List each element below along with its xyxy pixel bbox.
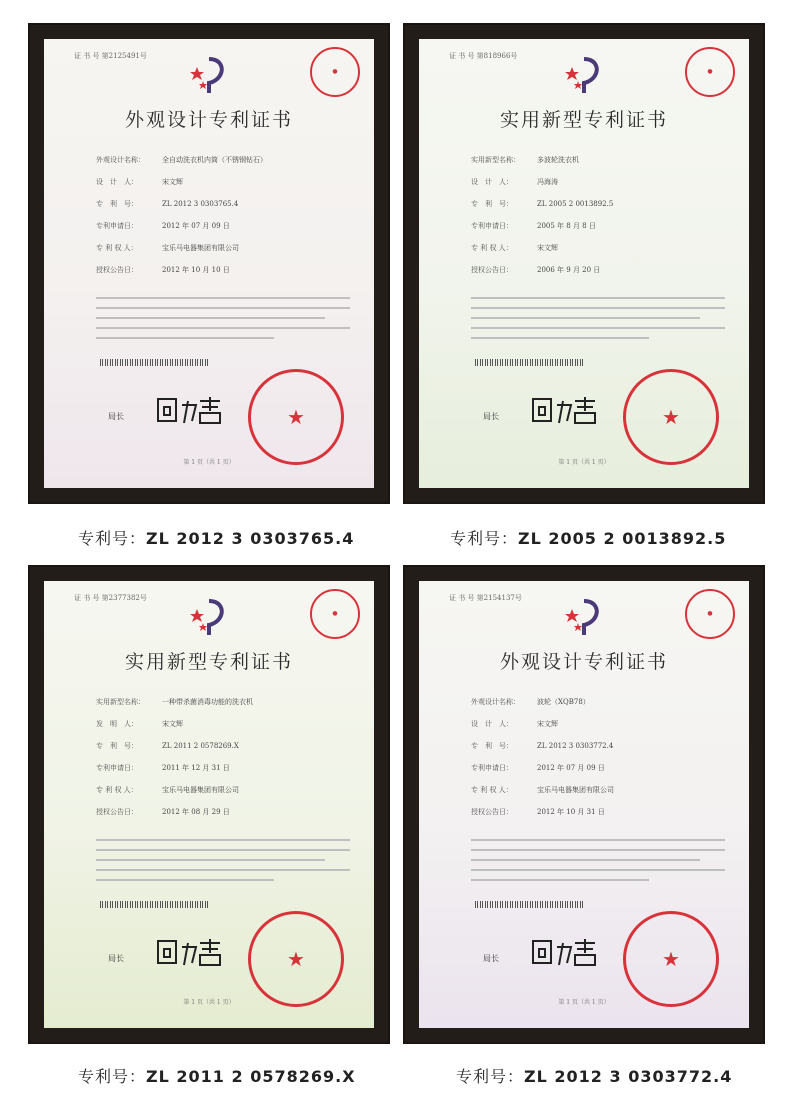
field-row: 专 利 号： ZL 2005 2 0013892.5	[471, 200, 614, 208]
director-label: 局长	[483, 954, 499, 963]
field-row: 实用新型名称： 一种带杀菌消毒功能的洗衣机	[96, 698, 253, 706]
certificate-title: 实用新型专利证书	[124, 651, 293, 673]
field-row: 设 计 人： 冯海涛	[471, 178, 558, 186]
agency-seal-icon: ●	[310, 589, 360, 639]
patent-caption-2: 专利号：ZL 2005 2 0013892.5	[450, 529, 727, 548]
certificate-4	[419, 581, 749, 1028]
national-ip-seal: ★	[623, 911, 719, 1007]
field-row: 设 计 人： 宋文辉	[471, 720, 558, 728]
field-row: 外观设计名称： 波轮（XQB78）	[471, 698, 590, 706]
certificate-fields	[96, 149, 354, 281]
field-row: 专 利 权 人： 宝乐马电器集团有限公司	[471, 786, 614, 794]
certificate-body-text	[471, 831, 725, 889]
director-signature	[511, 391, 601, 427]
field-row: 授权公告日： 2012 年 10 月 31 日	[471, 808, 605, 816]
certificate-fields	[471, 149, 729, 281]
field-row: 授权公告日： 2012 年 10 月 10 日	[96, 266, 230, 274]
national-ip-seal: ★	[623, 369, 719, 465]
barcode	[475, 359, 585, 366]
certificate-body-text	[471, 289, 725, 347]
barcode	[475, 901, 585, 908]
certificate-3	[44, 581, 374, 1028]
barcode	[100, 359, 210, 366]
director-signature	[136, 933, 226, 969]
certificate-number: 证 书 号 第2154137号	[449, 594, 522, 602]
certificate-fields	[96, 691, 354, 823]
national-ip-seal: ★	[248, 911, 344, 1007]
barcode	[100, 901, 210, 908]
field-row: 专利申请日： 2012 年 07 月 09 日	[96, 222, 230, 230]
certificate-number: 证 书 号 第2125491号	[74, 52, 147, 60]
page-number: 第 1 页（共 1 页）	[558, 999, 610, 1006]
field-row: 外观设计名称： 全自动洗衣机内筒（不锈钢钻石）	[96, 156, 267, 164]
page-number: 第 1 页（共 1 页）	[183, 999, 235, 1006]
certificate-frame-2	[403, 23, 765, 504]
field-row: 实用新型名称： 多波轮洗衣机	[471, 156, 579, 164]
director-signature	[136, 391, 226, 427]
field-row: 专 利 号： ZL 2011 2 0578269.X	[96, 742, 239, 750]
field-row: 授权公告日： 2006 年 9 月 20 日	[471, 266, 601, 274]
agency-seal-icon: ●	[310, 47, 360, 97]
page-number: 第 1 页（共 1 页）	[183, 459, 235, 466]
agency-seal-icon: ●	[685, 589, 735, 639]
field-row: 专 利 权 人： 宝乐马电器集团有限公司	[96, 244, 239, 252]
patent-caption-3: 专利号：ZL 2011 2 0578269.X	[78, 1067, 356, 1086]
field-row: 专 利 权 人： 宝乐马电器集团有限公司	[96, 786, 239, 794]
certificate-frame-4	[403, 565, 765, 1044]
field-row: 专 利 号： ZL 2012 3 0303765.4	[96, 200, 239, 208]
certificate-frame-3	[28, 565, 390, 1044]
page-number: 第 1 页（共 1 页）	[558, 459, 610, 466]
director-label: 局长	[483, 412, 499, 421]
patent-office-logo-icon	[187, 55, 231, 95]
certificate-body-text	[96, 289, 350, 347]
director-label: 局长	[108, 954, 124, 963]
patent-office-logo-icon	[187, 597, 231, 637]
agency-seal-icon: ●	[685, 47, 735, 97]
director-label: 局长	[108, 412, 124, 421]
patent-office-logo-icon	[562, 55, 606, 95]
certificate-number: 证 书 号 第2377382号	[74, 594, 147, 602]
field-row: 授权公告日： 2012 年 08 月 29 日	[96, 808, 230, 816]
certificate-1	[44, 39, 374, 488]
field-row: 设 计 人： 宋文辉	[96, 178, 183, 186]
certificate-title: 实用新型专利证书	[499, 109, 668, 131]
field-row: 发 明 人： 宋文辉	[96, 720, 183, 728]
certificate-body-text	[96, 831, 350, 889]
certificate-fields	[471, 691, 729, 823]
certificate-2	[419, 39, 749, 488]
patent-caption-1: 专利号：ZL 2012 3 0303765.4	[78, 529, 355, 548]
field-row: 专 利 号： ZL 2012 3 0303772.4	[471, 742, 614, 750]
field-row: 专 利 权 人： 宋文辉	[471, 244, 558, 252]
certificate-title: 外观设计专利证书	[499, 651, 668, 673]
certificate-number: 证 书 号 第818966号	[449, 52, 518, 60]
director-signature	[511, 933, 601, 969]
field-row: 专利申请日： 2005 年 8 月 8 日	[471, 222, 596, 230]
national-ip-seal: ★	[248, 369, 344, 465]
certificate-frame-1	[28, 23, 390, 504]
certificate-title: 外观设计专利证书	[124, 109, 293, 131]
patent-office-logo-icon	[562, 597, 606, 637]
field-row: 专利申请日： 2012 年 07 月 09 日	[471, 764, 605, 772]
field-row: 专利申请日： 2011 年 12 月 31 日	[96, 764, 230, 772]
patent-caption-4: 专利号：ZL 2012 3 0303772.4	[456, 1067, 733, 1086]
